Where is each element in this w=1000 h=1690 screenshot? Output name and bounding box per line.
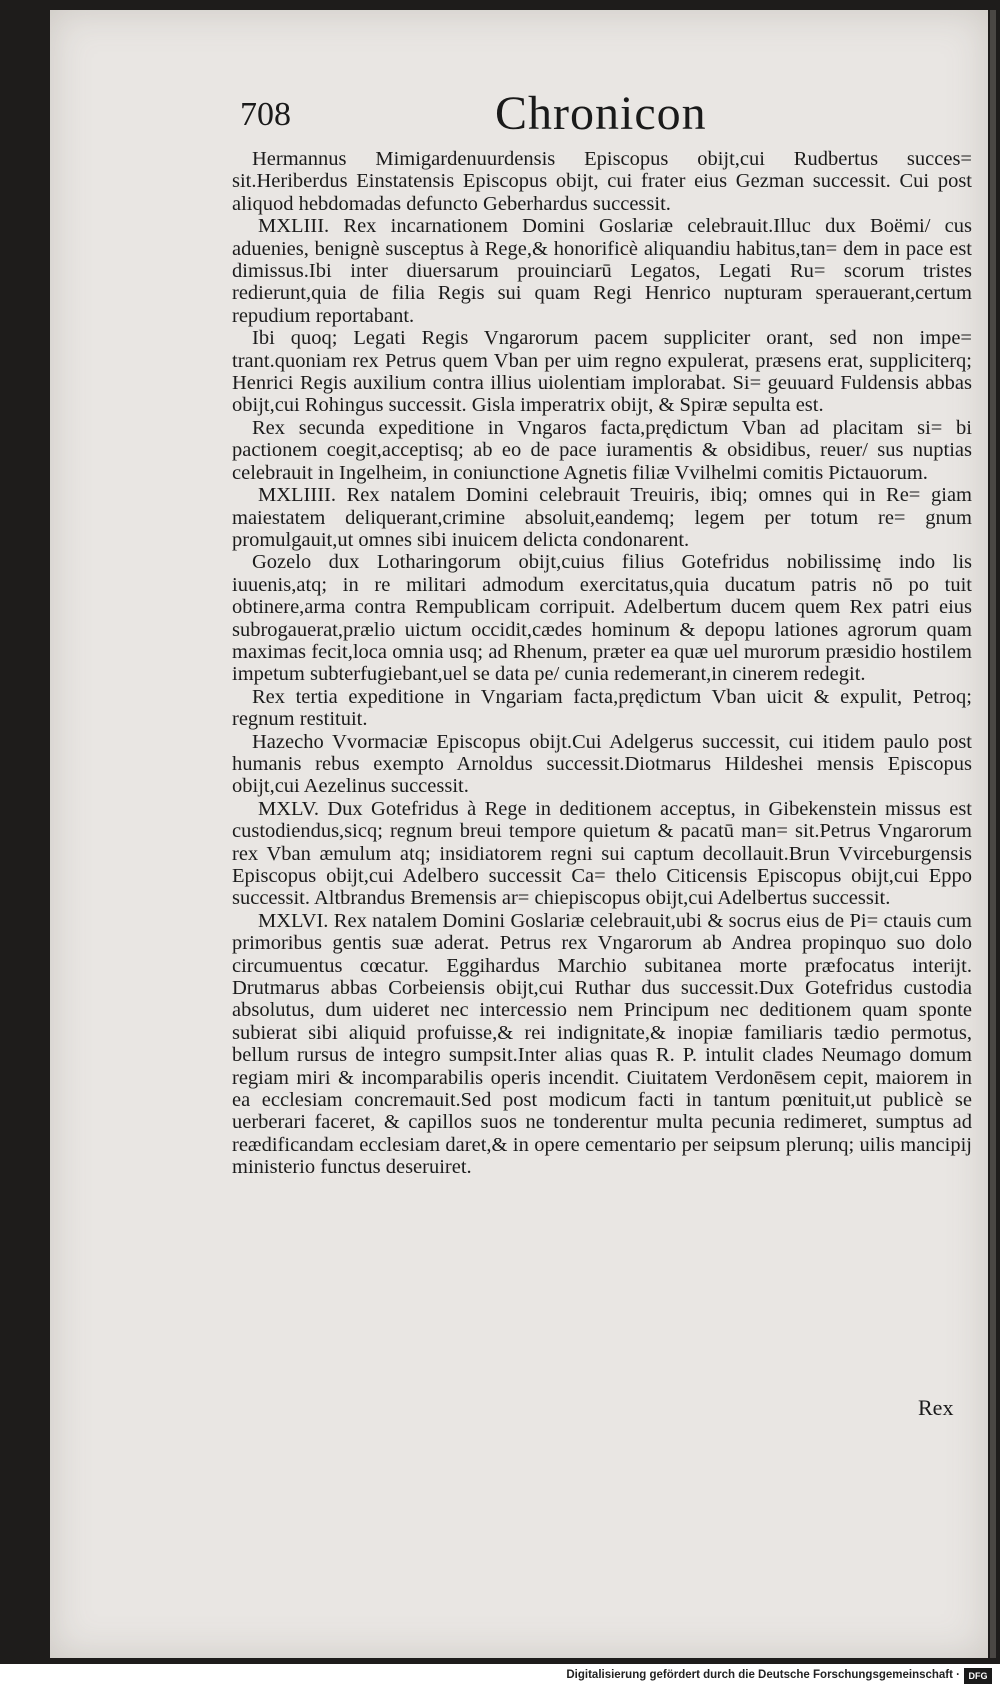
paragraph: MXLV. Dux Gotefridus à Rege in deditionem acceptus, in Gibekenstein missus est custodiendus,sicq; regnum breui tempore quietum & pacatū man= sit.Petrus Vngarorum rex Vban æmulum atq; insidiatorem regni sui captum decollauit.Brun Vvirceburgensis Episcopus obijt,cui Adelbero successit Ca= thelo Citicensis Episcopus obijt,cui Eppo successit. Altbrandus Bremensis ar= chiepiscopus obijt,cui Adelbertus successit. — [232, 797, 972, 910]
paragraph: Rex tertia expeditione in Vngariam facta,prędictum Vban uicit & expulit, Petroq; regnum restituit. — [232, 685, 972, 731]
paragraph: MXLIIII. Rex natalem Domini celebrauit Treuiris, ibiq; omnes qui in Re= giam maiestatem deliquerant,crimine absoluit,eandemq; legem per totum re= gnum promulgauit,ut omnes sibi inuicem delicta condonarent. — [232, 484, 972, 551]
page-edge — [990, 10, 996, 1658]
paragraph: Gozelo dux Lotharingorum obijt,cuius filius Gotefridus nobilissimę indo lis iuuenis,atq; in re militari admodum exercitatus,quia ducatum patris nō po tuit obtinere,arma contra Rempublicam corripuit. Adelbertum ducem quem Rex patri eius subrogauerat,prælio uictum occidit,cædes hominum & depopu lationes agrorum quam maximas fecit,loca omnia usq; ad Rhenum, præter ea quæ uel murorum præsidio hostilem impetum subterfugiebant,uel se data pe/ cunia redemerant,in cinerem redegit. — [232, 551, 972, 686]
dfg-logo: DFG — [964, 1668, 992, 1684]
footer-credit: Digitalisierung gefördert durch die Deutsche Forschungsgemeinschaft · — [566, 1669, 960, 1681]
paragraph: MXLIII. Rex incarnationem Domini Goslariæ celebrauit.Illuc dux Boëmi/ cus aduenies, benignè susceptus à Rege,& honorificè aliquandiu habitus,tan= dem in pace est dimissus.Ibi inter diuersarum prouinciarū Legatos, Legati Ru= scorum tristes redierunt,quia de filia Regis sui quam Regi Henrico nupturam sperauerant,certum repudium reportabant. — [232, 215, 972, 327]
running-title: Chronicon — [495, 87, 707, 140]
paragraph: Rex secunda expeditione in Vngaros facta,prędictum Vban ad placitam si= bi pactionem coegit,acceptisq; ab eo de pace iuramentis & obsidibus, reuer/ sus nuptias celebrauit in Ingelheim, in coniunctione Agnetis filiæ Vvilhelmi comitis Pictauorum. — [232, 416, 972, 484]
page-header — [240, 87, 960, 142]
paragraph: Hazecho Vvormaciæ Episcopus obijt.Cui Adelgerus successit, cui itidem paulo post humanis rebus exempto Arnoldus successit.Diotmarus Hildeshei mensis Episcopus obijt,cui Aezelinus successit. — [232, 730, 972, 798]
catchword: Rex — [918, 1395, 954, 1420]
paragraph: Hermannus Mimigardenuurdensis Episcopus obijt,cui Rudbertus succes= sit.Heriberdus Einstatensis Episcopus obijt, cui frater eius Gezman successit. Cui post aliquod hebdomadas defuncto Geberhardus successit. — [232, 148, 972, 215]
page-number: 708 — [240, 96, 291, 133]
digitization-footer — [0, 1664, 1000, 1690]
paragraph: MXLVI. Rex natalem Domini Goslariæ celebrauit,ubi & socrus eius de Pi= ctauis cum primoribus gentis suæ aderat. Petrus rex Vngarorum ab Andrea propinquo suo dolo circumuentus cœcatur. Eggihardus Marchio subitanea morte præfocatus interijt. Drutmarus abbas Corbeiensis obijt,cui Ruthar dus successit.Dux Gotefridus custodia absolutus, dum uideret nec intercessio nem Principum nec deditionem quam sponte subierat sibi aliquid profuisse,& rei indignitate,& inopiæ familiaris tædio permotus, bellum rursus de integro sumpsit.Inter alias quas R. P. intulit clades Neumago domum regiam miri & incomparabilis operis incendit. Ciuitatem Verdonēsem cepit, maiorem in ea ecclesiam concremauit.Sed post modicum facti in tantum pœnituit,ut publicè se uerberari faceret, & capillos suos ne tonderentur multa pecunia redimeret, sumptus ad reædificandam ecclesiam daret,& in opere cementario per seipsum plerunq; uilis mancipij ministerio functus deseruiret. — [232, 909, 972, 1179]
body-text — [232, 148, 972, 1179]
paragraph: Ibi quoq; Legati Regis Vngarorum pacem suppliciter orant, sed non impe= trant.quoniam rex Petrus quem Vban per uim regno expulerat, præsens erat, suppliciterq; Henrici Regis auxilium contra illius uiolentiam implorabat. Si= geuuard Fuldensis abbas obijt,cui Rohingus successit. Gisla imperatrix obijt, & Spiræ sepulta est. — [232, 327, 972, 417]
